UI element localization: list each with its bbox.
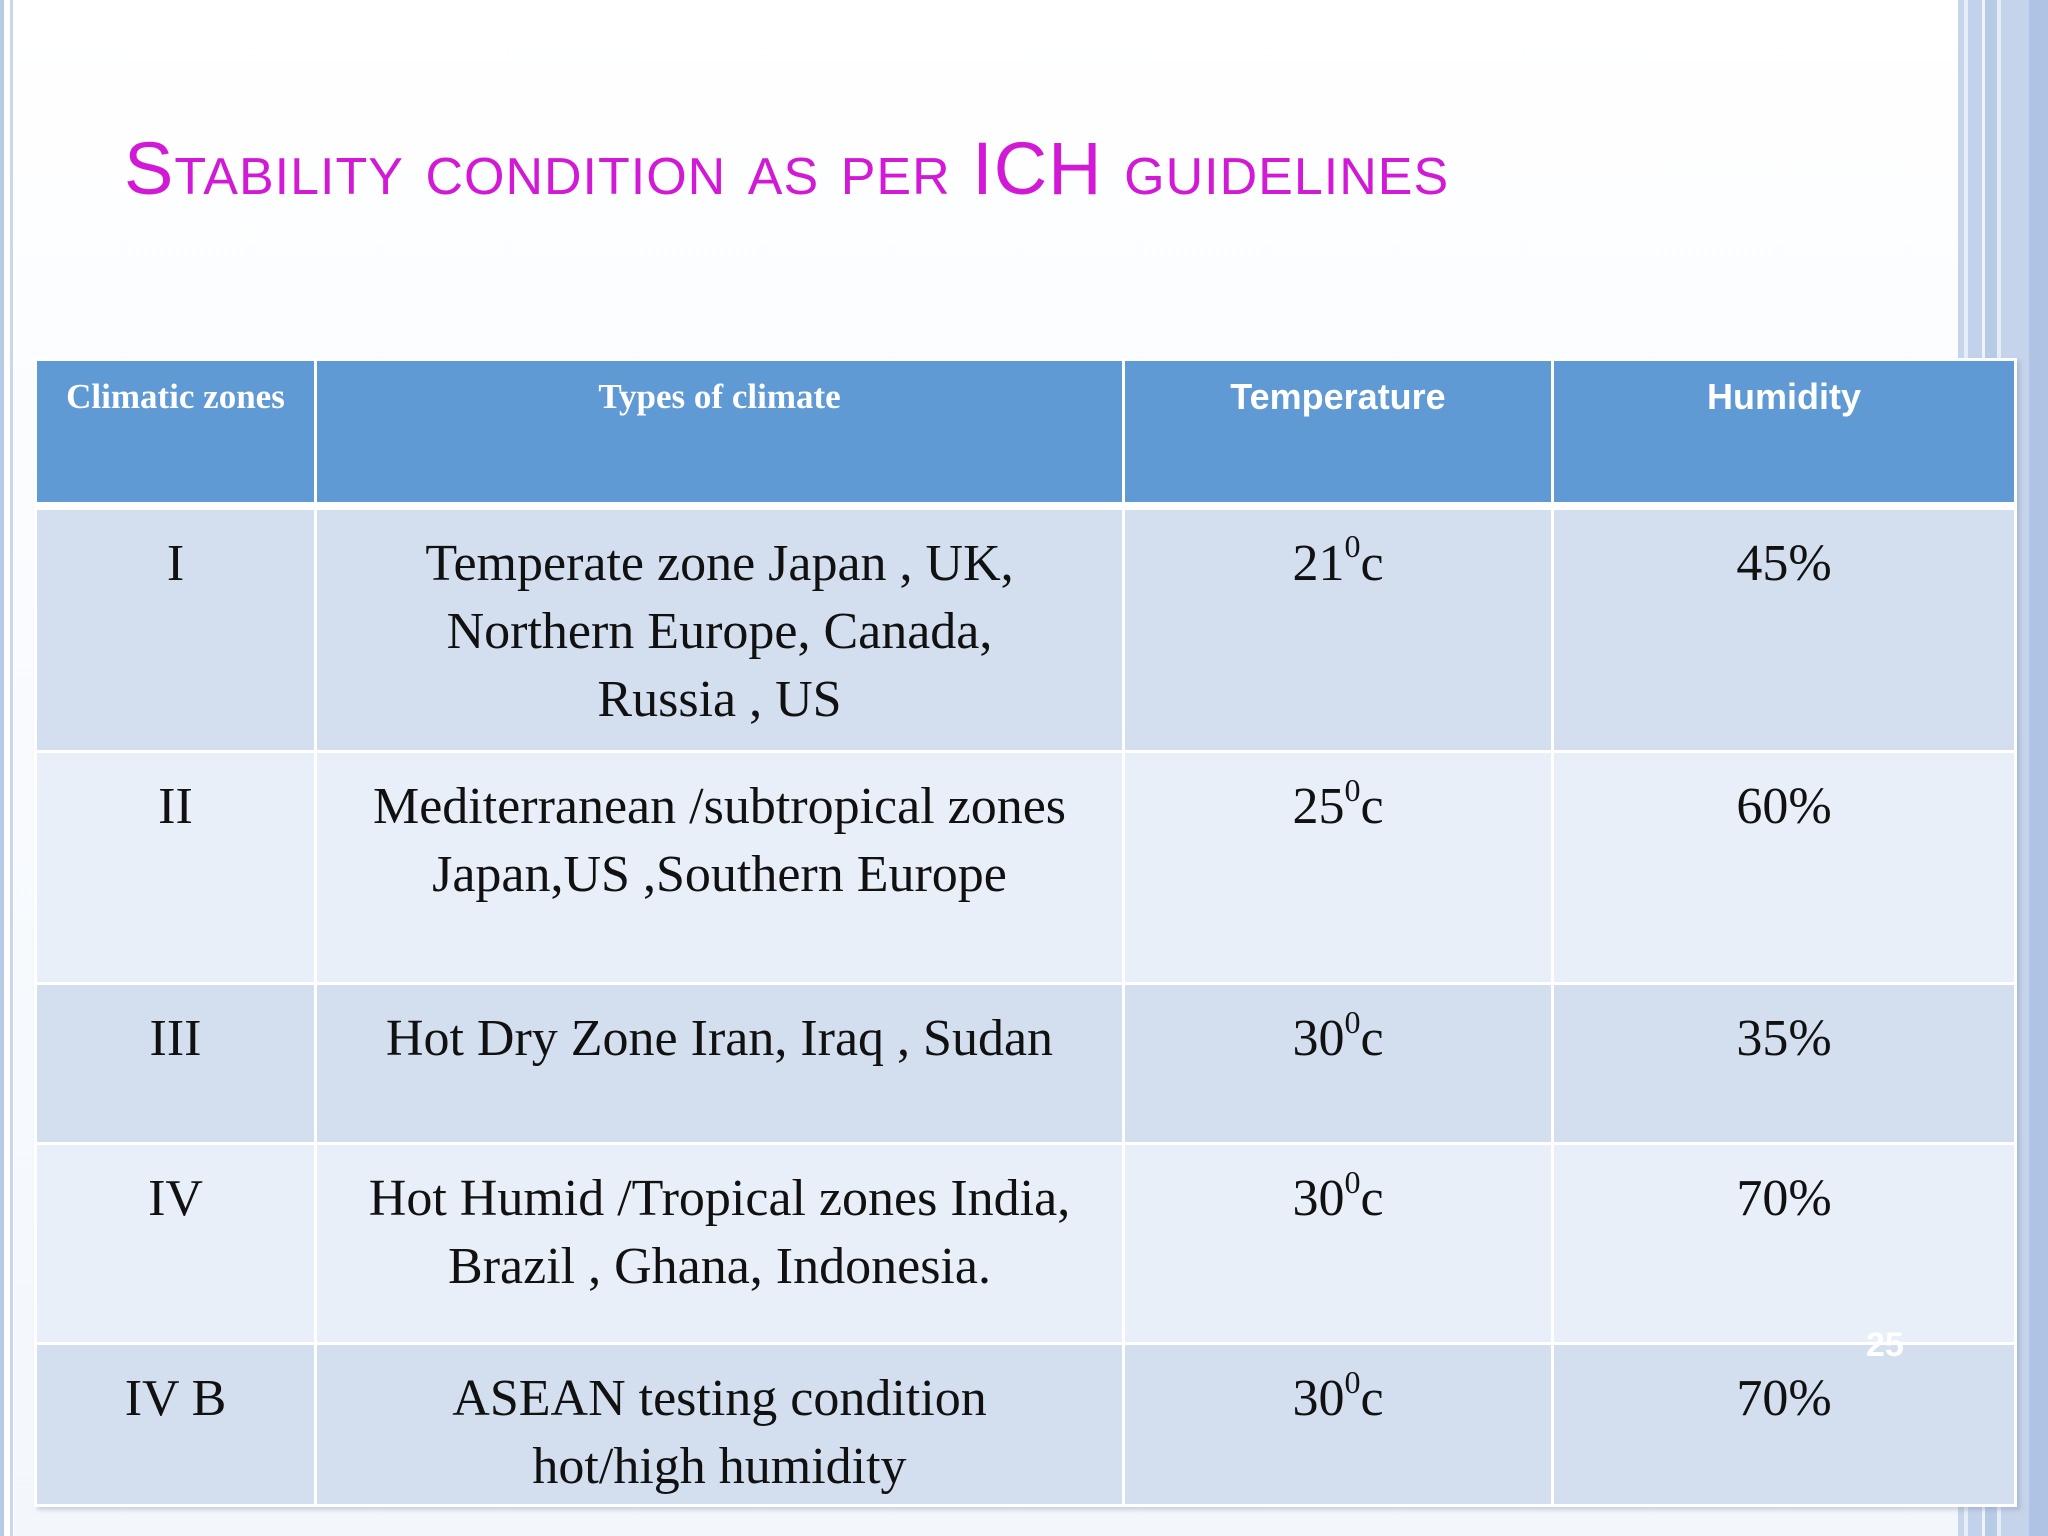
humidity-cell: 70% [1553,1144,2016,1344]
degree-superscript: 0 [1344,771,1361,808]
climate-type-cell [316,1144,1124,1344]
zone-cell: IV B [36,1344,316,1506]
humidity-cell: 35% [1553,984,2016,1144]
header-humidity: Humidity [1553,360,2016,506]
header-climatic-zones: Climatic zones [36,360,316,506]
zone-cell: IV [36,1144,316,1344]
temperature-cell [1124,1144,1553,1344]
temperature-value: 30 [1292,1370,1345,1427]
slide-page-number: 25 [1866,1326,1904,1364]
climate-type-line: Japan,US ,Southern Europe [432,846,1007,903]
table-row [36,1344,2016,1506]
temperature-value: 30 [1292,1170,1345,1227]
climate-type-line: Hot Humid /Tropical zones India, [368,1170,1071,1227]
climate-type-cell [316,752,1124,984]
temperature-cell [1124,506,1553,752]
temperature-value: 30 [1292,1010,1345,1067]
left-edge-line-inner [10,0,13,1536]
table-row [36,752,2016,984]
climate-type-line: Temperate zone Japan , UK, [425,534,1014,592]
temperature-unit: c [1360,1010,1384,1067]
humidity-cell: 45% [1553,506,2016,752]
zone-cell: III [36,984,316,1144]
temperature-unit: c [1360,1170,1384,1227]
climatic-zones-table [34,358,2017,1507]
climate-type-cell [316,506,1124,752]
degree-superscript: 0 [1344,1363,1361,1400]
degree-superscript: 0 [1344,528,1361,565]
table-row [36,1144,2016,1344]
table-row [36,984,2016,1144]
climate-type-line: Northern Europe, Canada, [446,602,993,660]
header-types-of-climate: Types of climate [316,360,1124,506]
climate-type-line: Russia , US [597,670,842,728]
degree-superscript: 0 [1344,1163,1361,1200]
climate-type-line: Hot Dry Zone Iran, Iraq , Sudan [385,1010,1054,1067]
temperature-cell [1124,752,1553,984]
left-edge-line [0,0,4,1536]
zone-cell: II [36,752,316,984]
climate-type-cell [316,1344,1124,1506]
climate-type-line: hot/high humidity [532,1438,907,1495]
climate-type-line: Brazil , Ghana, Indonesia. [448,1238,991,1295]
temperature-value: 21 [1292,534,1345,592]
climate-type-cell [316,984,1124,1144]
table-row [36,506,2016,752]
slide-title: Stability condition as per ICH guidelines [124,127,1450,210]
zone-cell: I [36,506,316,752]
temperature-unit: c [1360,1370,1384,1427]
humidity-cell: 70% [1553,1344,2016,1506]
climate-type-line: ASEAN testing condition [452,1370,987,1427]
temperature-unit: c [1360,534,1384,592]
right-decor-stripe [2029,0,2048,1536]
climate-type-line: Mediterranean /subtropical zones [372,778,1067,835]
temperature-cell [1124,1344,1553,1506]
degree-superscript: 0 [1344,1003,1361,1040]
header-temperature: Temperature [1124,360,1553,506]
temperature-value: 25 [1292,778,1345,835]
temperature-cell [1124,984,1553,1144]
table-header-row [36,360,2016,506]
humidity-cell: 60% [1553,752,2016,984]
temperature-unit: c [1360,778,1384,835]
